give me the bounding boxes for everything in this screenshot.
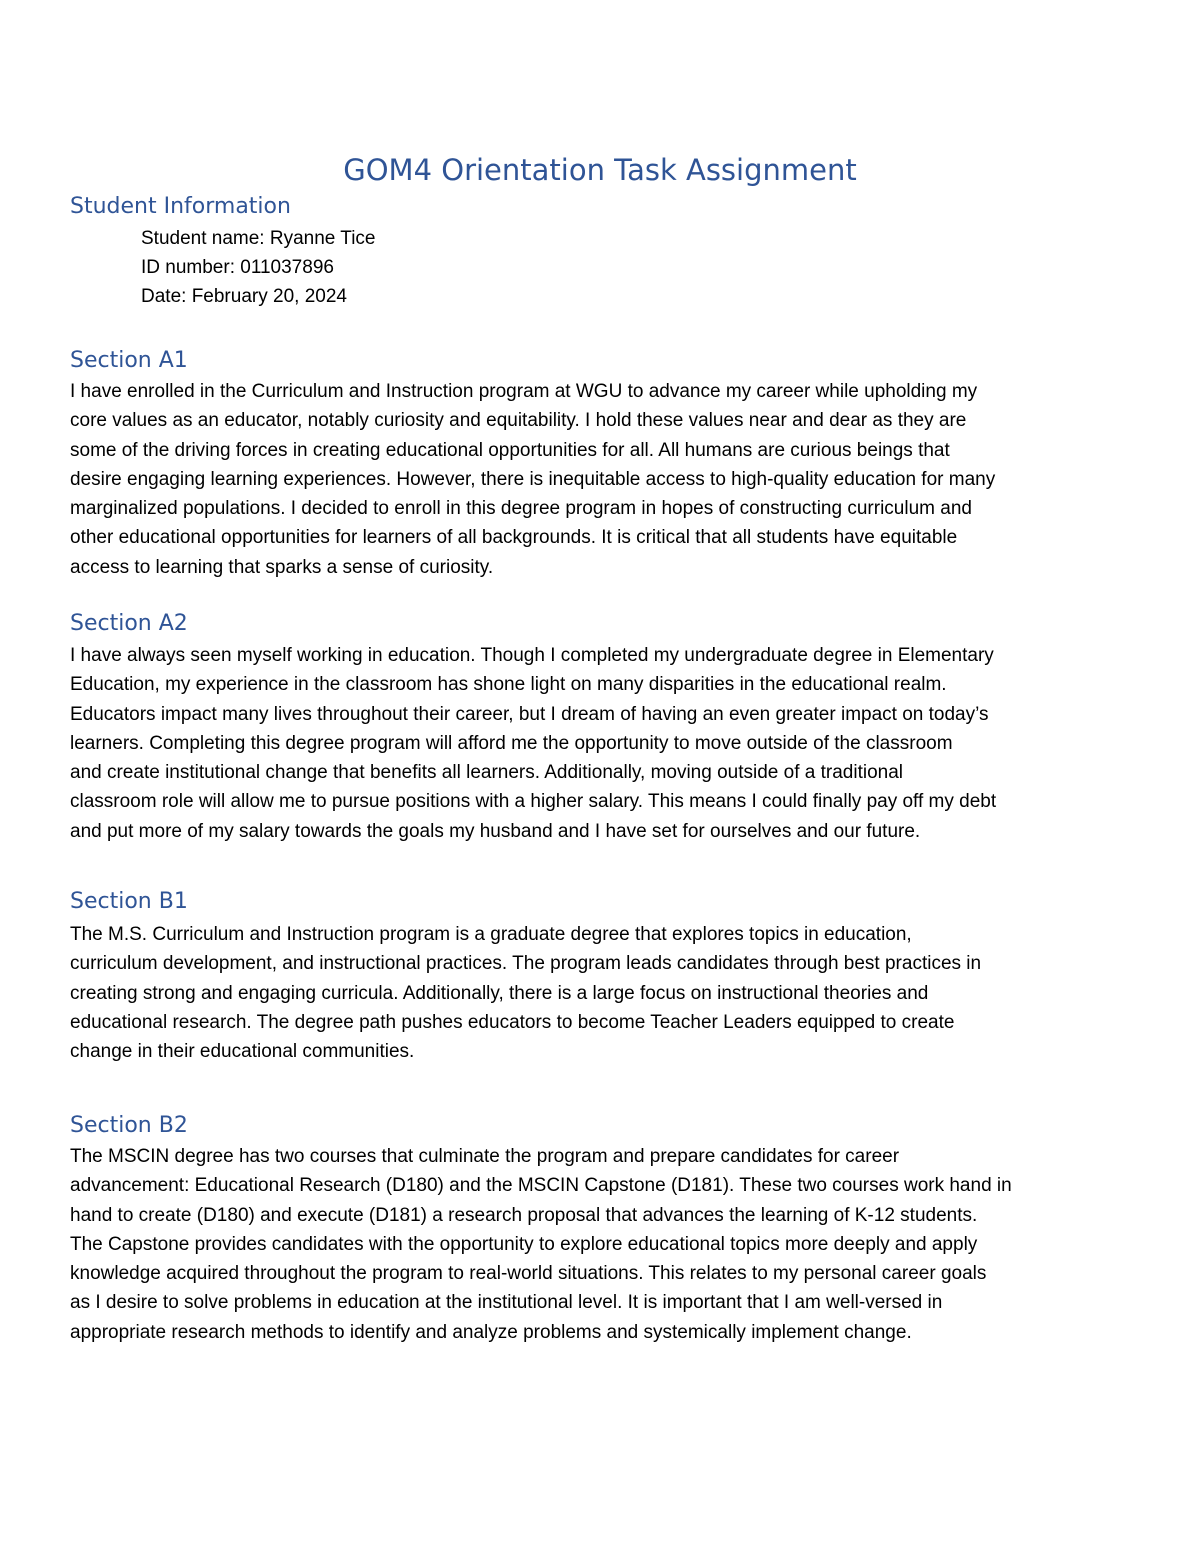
paragraph-line: desire engaging learning experiences. However, there is inequitable access to high-quality education for many [70,468,996,490]
section-b2-heading: Section B2 [70,1113,188,1138]
student-information-heading: Student Information [70,194,291,219]
paragraph-line: some of the driving forces in creating educational opportunities for all. All humans are curious beings that [70,439,950,461]
student-id-line: ID number: 011037896 [141,257,334,278]
section-a1-heading: Section A1 [70,348,188,373]
section-b1-heading: Section B1 [70,889,188,914]
paragraph-line: Education, my experience in the classroom has shone light on many disparities in the educational realm. [70,674,947,696]
paragraph-line: appropriate research methods to identify and analyze problems and systemically implement change. [70,1321,912,1343]
section-b1-paragraph [70,920,1140,1066]
student-name-line: Student name: Ryanne Tice [141,228,376,249]
paragraph-line: educational research. The degree path pushes educators to become Teacher Leaders equipped to create [70,1011,955,1033]
paragraph-line: and create institutional change that benefits all learners. Additionally, moving outside of a traditional [70,762,903,784]
student-information-block [141,224,375,311]
section-a1-paragraph [70,377,1140,582]
paragraph-line: access to learning that sparks a sense of curiosity. [70,556,494,578]
paragraph-line: core values as an educator, notably curiosity and equitability. I hold these values near and dear as they are [70,410,967,432]
paragraph-line: other educational opportunities for learners of all backgrounds. It is critical that all students have equitable [70,527,958,549]
paragraph-line: as I desire to solve problems in education at the institutional level. It is important that I am well-versed in [70,1292,943,1314]
paragraph-line: knowledge acquired throughout the program to real-world situations. This relates to my personal career goals [70,1263,987,1285]
section-a2-heading: Section A2 [70,611,188,636]
paragraph-line: advancement: Educational Research (D180) and the MSCIN Capstone (D181). These two courses work hand in [70,1175,1012,1197]
paragraph-line: The M.S. Curriculum and Instruction program is a graduate degree that explores topics in education, [70,924,912,945]
paragraph-line: curriculum development, and instructional practices. The program leads candidates through best practices in [70,953,982,975]
date-line: Date: February 20, 2024 [141,286,347,307]
paragraph-line: Educators impact many lives throughout their career, but I dream of having an even greater impact on today’s [70,703,989,725]
paragraph-line: and put more of my salary towards the goals my husband and I have set for ourselves and our future. [70,820,921,842]
paragraph-line: I have always seen myself working in education. Though I completed my undergraduate degree in Elementary [70,645,994,666]
section-a2-paragraph [70,641,1140,846]
paragraph-line: change in their educational communities. [70,1041,415,1063]
paragraph-line: creating strong and engaging curricula. Additionally, there is a large focus on instructional theories and [70,982,929,1004]
paragraph-line: hand to create (D180) and execute (D181) a research proposal that advances the learning of K-12 students. [70,1204,978,1226]
section-b2-paragraph [70,1142,1140,1347]
paragraph-line: classroom role will allow me to pursue positions with a higher salary. This means I could finally pay off my debt [70,791,997,813]
paragraph-line: I have enrolled in the Curriculum and Instruction program at WGU to advance my career while upholding my [70,381,978,402]
paragraph-line: learners. Completing this degree program will afford me the opportunity to move outside of the classroom [70,732,953,754]
paragraph-line: marginalized populations. I decided to enroll in this degree program in hopes of constructing curriculum and [70,498,972,520]
document-title: GOM4 Orientation Task Assignment [343,153,857,187]
paragraph-line: The MSCIN degree has two courses that culminate the program and prepare candidates for career [70,1146,900,1167]
paragraph-line: The Capstone provides candidates with the opportunity to explore educational topics more deeply and apply [70,1233,978,1255]
